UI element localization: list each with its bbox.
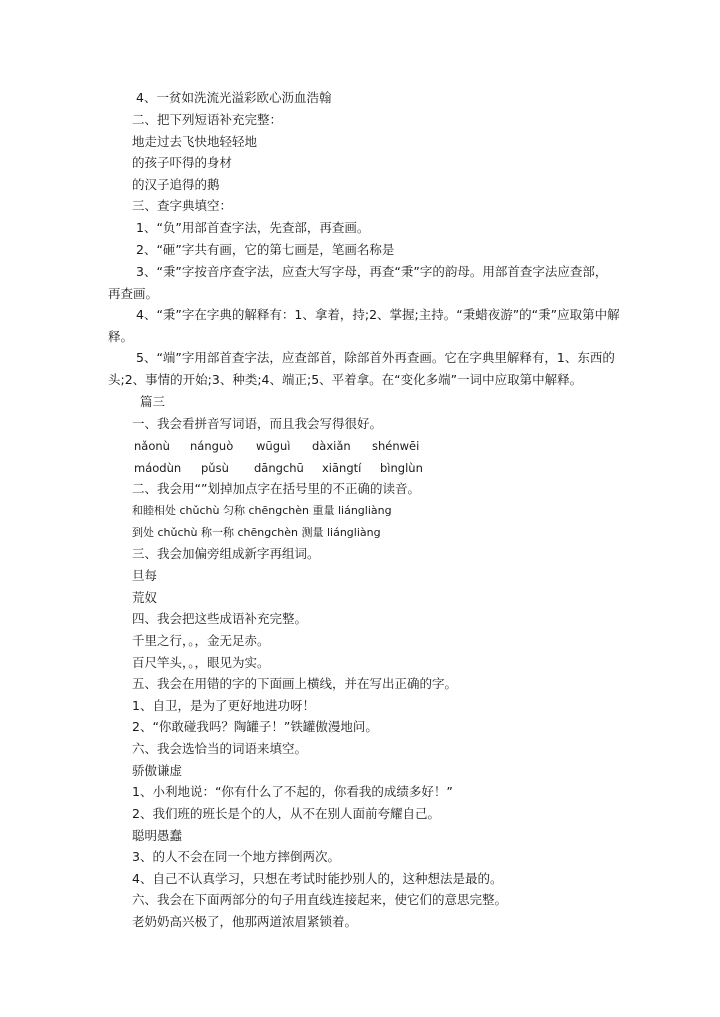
text-line: 和睦相处 chǔchù 匀称 chēngchèn 重量 liángliàng	[132, 504, 392, 517]
text-line: 荒奴	[132, 590, 158, 605]
pinyin-word: nánguò	[190, 439, 234, 453]
section-heading: 篇三	[140, 394, 166, 409]
text-line: 1、“负”用部首查字法，先查部，再查画。	[136, 220, 370, 235]
pinyin-word: xiāngtí	[322, 461, 362, 475]
text-line: 3、的人不会在同一个地方摔倒两次。	[132, 849, 340, 864]
text-line: 四、我会把这些成语补充完整。	[132, 611, 308, 626]
text-line: 3、“秉”字按音序查字法，应查大写字母，再查“秉”字的韵母。用部首查字法应查部，	[136, 264, 608, 279]
text-line: 一、我会看拼音写词语，而且我会写得很好。	[132, 416, 383, 431]
text-line: 1、自卫，是为了更好地进功呀！	[132, 698, 315, 713]
text-line: 的汉子追得的鹅	[132, 177, 220, 192]
text-line: 释。	[108, 329, 134, 344]
text-line: 二、我会用“”划掉加点字在括号里的不正确的读音。	[132, 481, 420, 496]
text-line: 二、把下列短语补充完整：	[132, 112, 283, 127]
text-line: 头;2、事情的开始;3、种类;4、端正;5、平着拿。在“变化多端”一词中应取第中解释。	[108, 372, 583, 387]
pinyin-word: shénwēi	[372, 439, 420, 453]
text-line: 旦每	[132, 568, 158, 583]
pinyin-word: dāngchū	[254, 461, 304, 475]
pinyin-word: dàxiǎn	[312, 439, 351, 453]
pinyin-word: nǎonù	[134, 439, 170, 453]
text-line: 骄傲谦虚	[132, 763, 183, 778]
text-line: 5、“端”字用部首查字法，应查部首，除部首外再查画。它在字典里解释有，1、东西的	[136, 350, 615, 365]
pinyin-word: wūguì	[256, 439, 291, 453]
text-line: 2、“砸”字共有画，它的第七画是，笔画名称是	[136, 242, 395, 257]
text-line: 聪明愚蠢	[132, 828, 183, 843]
text-line: 4、“秉”字在字典的解释有：1、拿着，持;2、掌握;主持。“秉蜡夜游”的“秉”应取第中解	[136, 307, 620, 322]
text-line: 4、自己不认真学习，只想在考试时能抄别人的，这种想法是最的。	[132, 871, 503, 886]
text-line: 地走过去飞快地轻轻地	[132, 134, 258, 149]
text-line: 三、我会加偏旁组成新字再组词。	[132, 546, 320, 561]
text-line: 六、我会在下面两部分的句子用直线连接起来，使它们的意思完整。	[132, 892, 508, 907]
text-line: 五、我会在用错的字的下面画上横线，并在写出正确的字。	[132, 676, 458, 691]
text-line: 4、一贫如洗流光溢彩欧心沥血浩翰	[136, 90, 332, 105]
text-line: 百尺竿头，。，眼见为实。	[132, 655, 270, 670]
text-line: 六、我会选恰当的词语来填空。	[132, 741, 308, 756]
text-line: 千里之行，。，金无足赤。	[132, 633, 270, 648]
text-line: 老奶奶高兴极了，他那两道浓眉紧锁着。	[132, 914, 358, 929]
pinyin-word: pǔsù	[201, 461, 229, 475]
pinyin-word: bìnglùn	[380, 461, 423, 475]
text-line: 的孩子吓得的身材	[132, 155, 233, 170]
text-line: 2、我们班的班长是个的人，从不在别人面前夸耀自己。	[132, 806, 440, 821]
text-line: 三、查字典填空：	[132, 198, 233, 213]
text-line: 再查画。	[108, 286, 159, 301]
pinyin-word: máodùn	[134, 461, 182, 475]
text-line: 2、“你敢碰我吗？陶罐子！”铁罐傲漫地问。	[132, 719, 378, 734]
text-line: 1、小利地说：“你有什么了不起的，你看我的成绩多好！”	[132, 784, 453, 799]
text-line: 到处 chǔchù 称一称 chēngchèn 测量 liángliàng	[132, 526, 381, 539]
